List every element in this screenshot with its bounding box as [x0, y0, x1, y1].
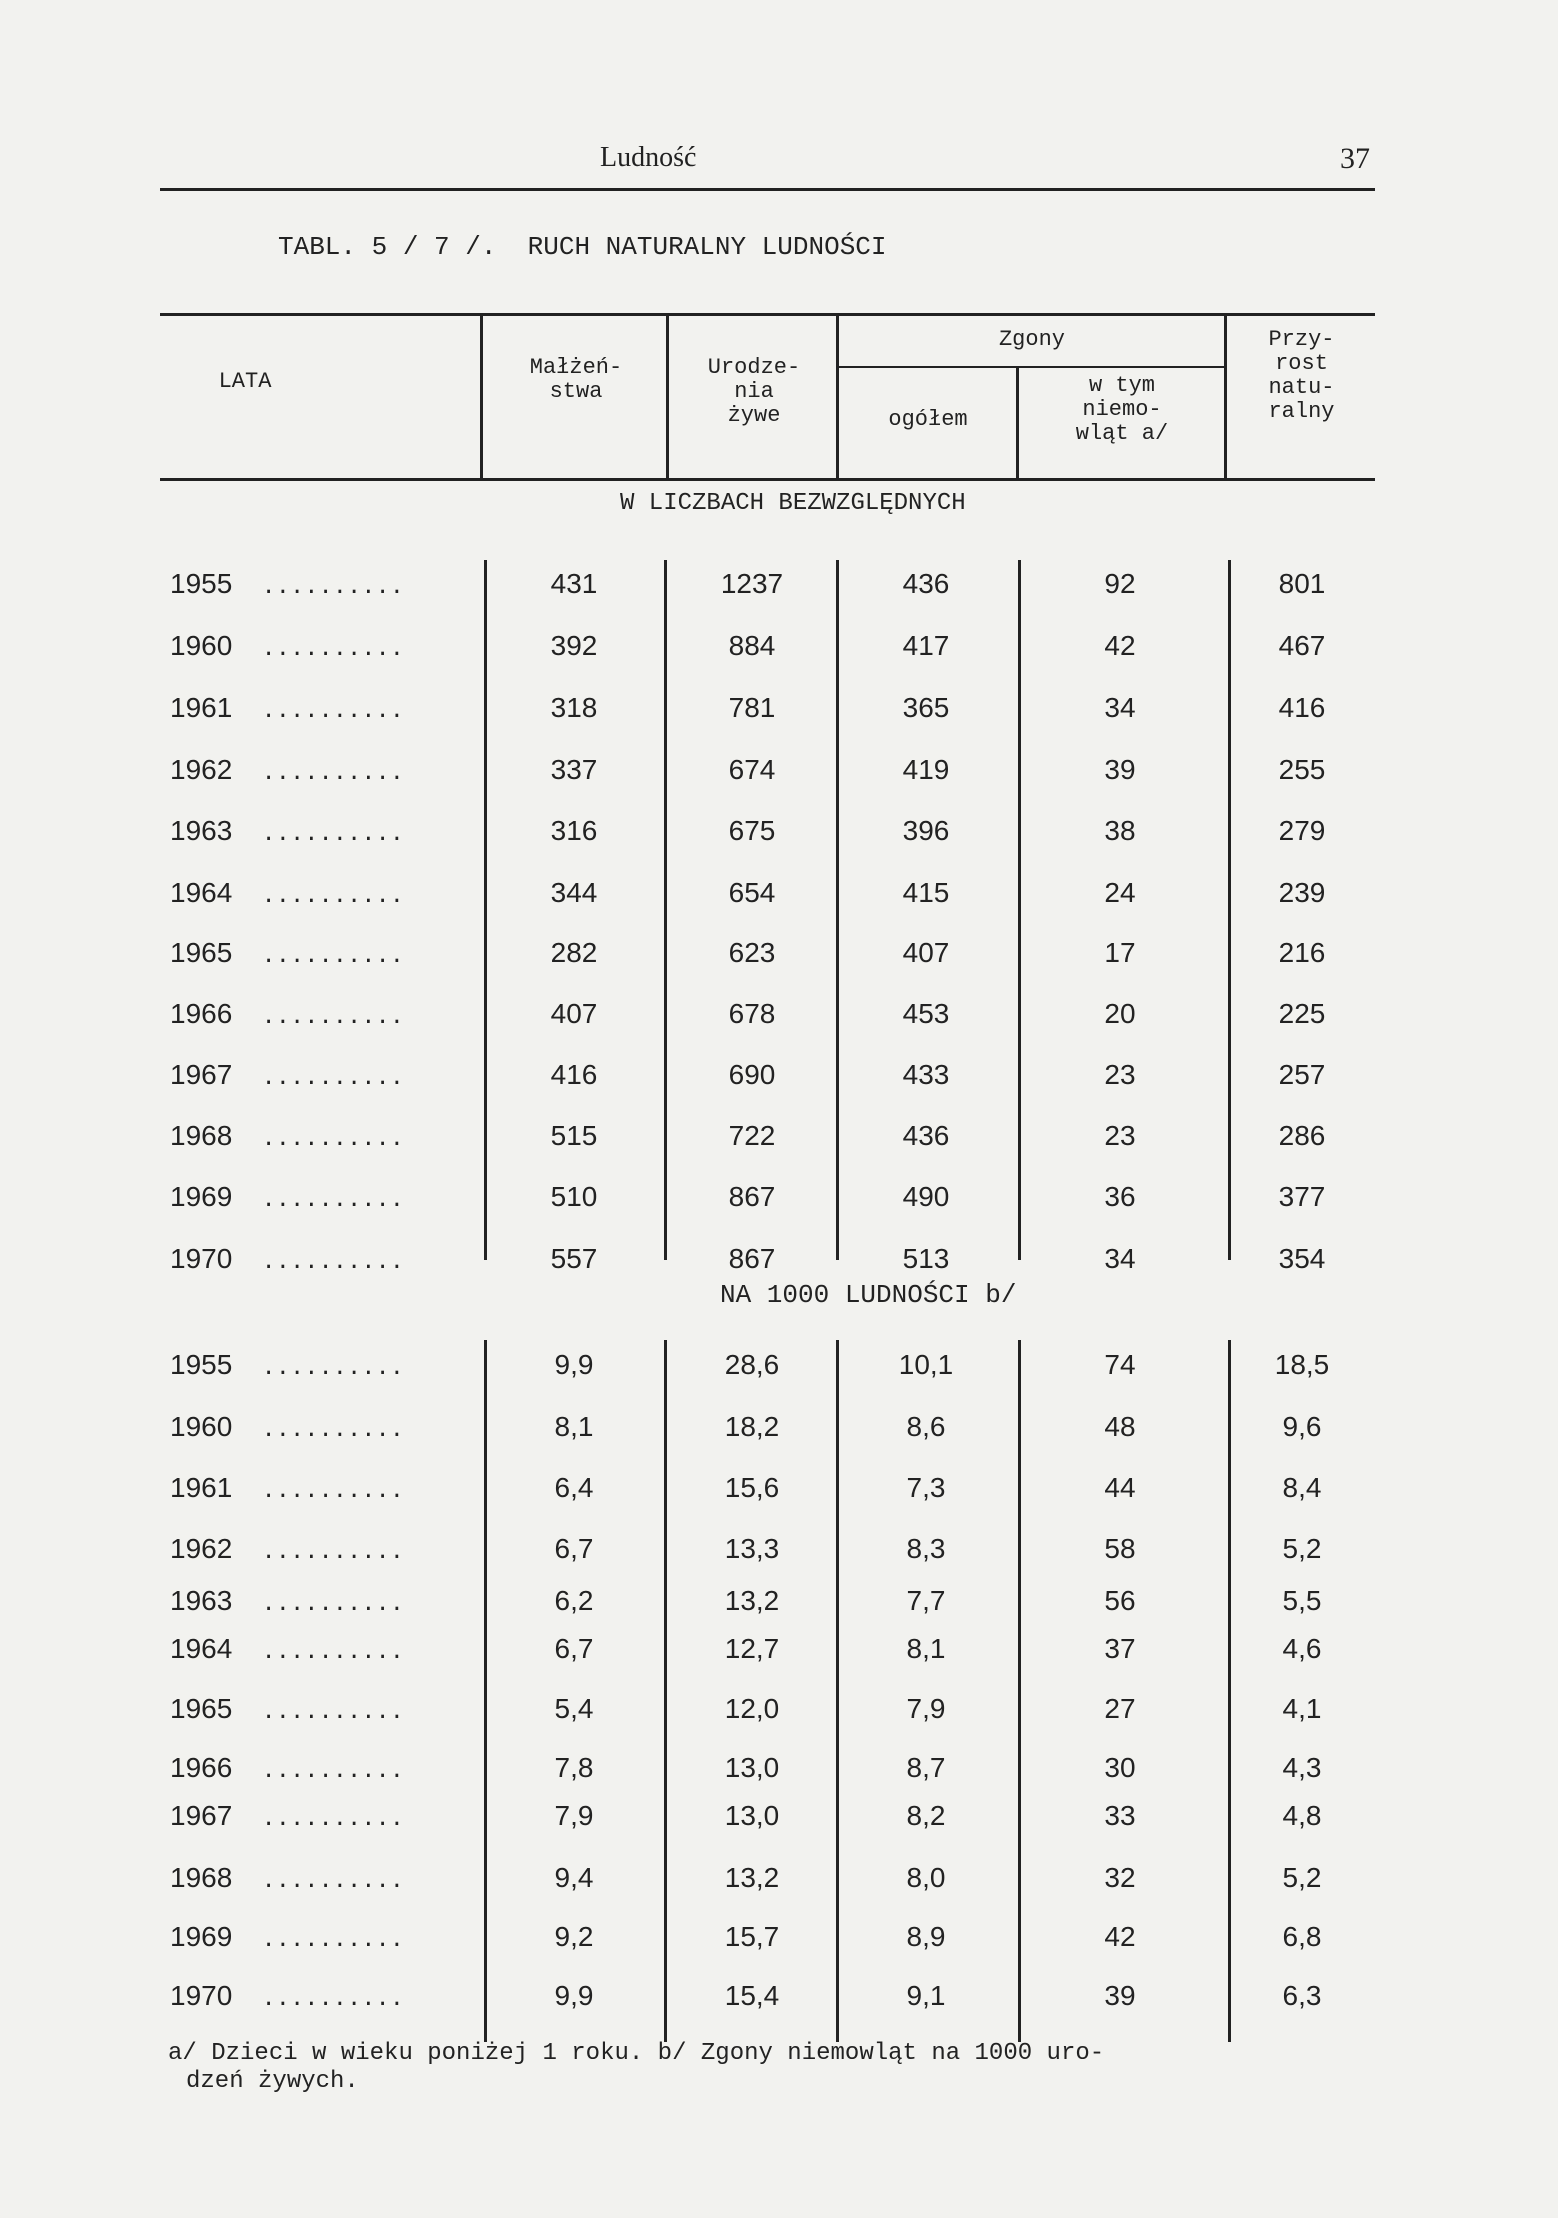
- cell-zgony-niemowlat: 42: [1104, 630, 1136, 661]
- cell-urodzenia: 15,4: [724, 1980, 780, 2011]
- cell-przyrost: 8,4: [1282, 1472, 1322, 1503]
- cell-przyrost: 18,5: [1274, 1349, 1330, 1380]
- cell-przyrost: 216: [1278, 937, 1326, 968]
- s1-divider-1: [484, 560, 487, 1260]
- row-leader-dots: ..........: [262, 1249, 405, 1274]
- row-year: 1960: [170, 1411, 233, 1442]
- row-leader-dots: ..........: [262, 1806, 405, 1831]
- cell-zgony-niemowlat: 39: [1104, 1980, 1136, 2011]
- cell-zgony-ogolem: 8,9: [906, 1921, 946, 1952]
- row-year: 1964: [170, 877, 233, 908]
- cell-zgony-ogolem: 436: [902, 568, 950, 599]
- cell-urodzenia: 15,7: [724, 1921, 780, 1952]
- header-przyrost-line1: Przy-: [1268, 327, 1335, 352]
- cell-urodzenia: 867: [728, 1181, 776, 1212]
- cell-malzenstwa: 9,4: [554, 1862, 594, 1893]
- cell-zgony-ogolem: 433: [902, 1059, 950, 1090]
- cell-przyrost: 5,5: [1282, 1585, 1322, 1616]
- cell-przyrost: 354: [1278, 1243, 1326, 1274]
- header-divider-3: [836, 316, 839, 478]
- row-year: 1966: [170, 998, 233, 1029]
- cell-zgony-ogolem: 490: [902, 1181, 950, 1212]
- cell-malzenstwa: 344: [550, 877, 598, 908]
- row-leader-dots: ..........: [262, 1126, 405, 1151]
- cell-zgony-niemowlat: 56: [1104, 1585, 1136, 1616]
- cell-zgony-ogolem: 396: [902, 815, 950, 846]
- cell-malzenstwa: 318: [550, 692, 598, 723]
- cell-zgony-ogolem: 8,6: [906, 1411, 946, 1442]
- row-leader-dots: ..........: [262, 1417, 405, 1442]
- row-year: 1965: [170, 937, 233, 968]
- cell-malzenstwa: 407: [550, 998, 598, 1029]
- cell-zgony-niemowlat: 32: [1104, 1862, 1136, 1893]
- cell-zgony-ogolem: 8,3: [906, 1533, 946, 1564]
- cell-malzenstwa: 9,9: [554, 1980, 594, 2011]
- s2-divider-3: [836, 1340, 839, 2042]
- cell-zgony-niemowlat: 38: [1104, 815, 1136, 846]
- cell-przyrost: 416: [1278, 692, 1326, 723]
- footnote-line1: a/ Dzieci w wieku poniżej 1 roku. b/ Zgony niemowląt na 1000 uro-: [168, 2040, 1105, 2067]
- cell-przyrost: 286: [1278, 1120, 1326, 1151]
- cell-zgony-niemowlat: 24: [1104, 877, 1136, 908]
- cell-urodzenia: 13,3: [724, 1533, 780, 1564]
- cell-malzenstwa: 6,4: [554, 1472, 594, 1503]
- cell-zgony-niemowlat: 36: [1104, 1181, 1136, 1212]
- row-leader-dots: ..........: [262, 574, 405, 599]
- cell-zgony-ogolem: 8,0: [906, 1862, 946, 1893]
- cell-przyrost: 279: [1278, 815, 1326, 846]
- header-malzenstwa-line2: stwa: [549, 379, 603, 404]
- header-malzenstwa-line1: Małżeń-: [529, 355, 623, 380]
- cell-malzenstwa: 6,2: [554, 1585, 594, 1616]
- header-urodzenia-line3: żywe: [727, 403, 781, 428]
- s2-divider-1: [484, 1340, 487, 2042]
- row-year: 1964: [170, 1633, 233, 1664]
- row-leader-dots: ..........: [262, 1004, 405, 1029]
- header-niemowlat: [1020, 374, 1224, 446]
- row-year: 1962: [170, 754, 233, 785]
- cell-zgony-ogolem: 8,1: [906, 1633, 946, 1664]
- cell-malzenstwa: 9,9: [554, 1349, 594, 1380]
- s1-divider-3: [836, 560, 839, 1260]
- row-year: 1967: [170, 1800, 233, 1831]
- cell-urodzenia: 884: [728, 630, 776, 661]
- cell-zgony-ogolem: 7,3: [906, 1472, 946, 1503]
- s1-divider-4: [1018, 560, 1021, 1260]
- cell-urodzenia: 12,7: [724, 1633, 780, 1664]
- cell-malzenstwa: 282: [550, 937, 598, 968]
- cell-przyrost: 801: [1278, 568, 1326, 599]
- row-year: 1967: [170, 1059, 233, 1090]
- cell-malzenstwa: 431: [550, 568, 598, 599]
- header-przyrost: [1228, 328, 1375, 424]
- cell-zgony-niemowlat: 23: [1104, 1059, 1136, 1090]
- cell-zgony-ogolem: 419: [902, 754, 950, 785]
- page-number: 37: [1340, 142, 1370, 175]
- header-niemowlat-line3: wląt a/: [1075, 421, 1169, 446]
- header-bottom-rule: [160, 478, 1375, 481]
- header-divider-1: [480, 316, 483, 478]
- cell-przyrost: 467: [1278, 630, 1326, 661]
- cell-zgony-niemowlat: 42: [1104, 1921, 1136, 1952]
- cell-urodzenia: 623: [728, 937, 776, 968]
- row-leader-dots: ..........: [262, 636, 405, 661]
- row-leader-dots: ..........: [262, 1539, 405, 1564]
- row-year: 1962: [170, 1533, 233, 1564]
- cell-zgony-niemowlat: 74: [1104, 1349, 1136, 1380]
- row-year: 1960: [170, 630, 233, 661]
- header-lata: [170, 370, 320, 394]
- row-leader-dots: ..........: [262, 1699, 405, 1724]
- cell-urodzenia: 15,6: [724, 1472, 780, 1503]
- header-divider-5: [1224, 316, 1227, 478]
- row-leader-dots: ..........: [262, 1758, 405, 1783]
- cell-zgony-ogolem: 513: [902, 1243, 950, 1274]
- header-malzenstwa: [486, 356, 666, 404]
- cell-urodzenia: 722: [728, 1120, 776, 1151]
- header-przyrost-line2: rost: [1275, 351, 1328, 376]
- s2-divider-2: [664, 1340, 667, 2042]
- row-leader-dots: ..........: [262, 1187, 405, 1212]
- cell-przyrost: 4,6: [1282, 1633, 1322, 1664]
- cell-zgony-ogolem: 417: [902, 630, 950, 661]
- cell-urodzenia: 1237: [720, 568, 784, 599]
- cell-zgony-niemowlat: 44: [1104, 1472, 1136, 1503]
- cell-malzenstwa: 6,7: [554, 1533, 594, 1564]
- cell-zgony-niemowlat: 17: [1104, 937, 1136, 968]
- row-leader-dots: ..........: [262, 1355, 405, 1380]
- running-header: Ludność: [600, 142, 697, 173]
- row-year: 1968: [170, 1120, 233, 1151]
- cell-zgony-niemowlat: 37: [1104, 1633, 1136, 1664]
- header-ogolem: [840, 408, 1016, 432]
- s2-divider-5: [1228, 1340, 1231, 2042]
- table-title: TABL. 5 / 7 /. RUCH NATURALNY LUDNOŚCI: [278, 232, 887, 262]
- header-ogolem-label: ogółem: [888, 407, 968, 432]
- cell-przyrost: 6,3: [1282, 1980, 1322, 2011]
- cell-zgony-niemowlat: 92: [1104, 568, 1136, 599]
- row-year: 1955: [170, 1349, 233, 1380]
- cell-malzenstwa: 557: [550, 1243, 598, 1274]
- cell-zgony-ogolem: 8,2: [906, 1800, 946, 1831]
- footnote-line2: dzeń żywych.: [186, 2068, 359, 2095]
- cell-zgony-ogolem: 436: [902, 1120, 950, 1151]
- cell-zgony-ogolem: 8,7: [906, 1752, 946, 1783]
- row-leader-dots: ..........: [262, 1591, 405, 1616]
- table-top-rule: [160, 313, 1375, 316]
- section-title-absolute: W LICZBACH BEZWZGLĘDNYCH: [620, 490, 966, 517]
- header-rule: [160, 188, 1375, 191]
- cell-malzenstwa: 316: [550, 815, 598, 846]
- header-niemowlat-line2: niemo-: [1082, 397, 1162, 422]
- cell-zgony-ogolem: 10,1: [898, 1349, 954, 1380]
- header-zgony-label: Zgony: [998, 327, 1065, 352]
- cell-malzenstwa: 8,1: [554, 1411, 594, 1442]
- cell-przyrost: 257: [1278, 1059, 1326, 1090]
- cell-urodzenia: 13,0: [724, 1800, 780, 1831]
- cell-urodzenia: 781: [728, 692, 776, 723]
- cell-przyrost: 377: [1278, 1181, 1326, 1212]
- cell-malzenstwa: 5,4: [554, 1693, 594, 1724]
- cell-urodzenia: 674: [728, 754, 776, 785]
- header-niemowlat-line1: w tym: [1088, 373, 1155, 398]
- row-year: 1965: [170, 1693, 233, 1724]
- cell-zgony-ogolem: 453: [902, 998, 950, 1029]
- row-year: 1955: [170, 568, 233, 599]
- row-year: 1970: [170, 1980, 233, 2011]
- section-title-per-1000: NA 1000 LUDNOŚCI b/: [720, 1280, 1017, 1310]
- row-leader-dots: ..........: [262, 883, 405, 908]
- cell-urodzenia: 654: [728, 877, 776, 908]
- cell-zgony-niemowlat: 27: [1104, 1693, 1136, 1724]
- cell-urodzenia: 13,2: [724, 1862, 780, 1893]
- row-leader-dots: ..........: [262, 1065, 405, 1090]
- row-year: 1961: [170, 692, 233, 723]
- cell-przyrost: 225: [1278, 998, 1326, 1029]
- header-przyrost-line3: natu-: [1268, 375, 1335, 400]
- cell-malzenstwa: 9,2: [554, 1921, 594, 1952]
- cell-urodzenia: 13,0: [724, 1752, 780, 1783]
- s1-divider-2: [664, 560, 667, 1260]
- header-urodzenia-line1: Urodze-: [707, 355, 801, 380]
- cell-przyrost: 6,8: [1282, 1921, 1322, 1952]
- cell-urodzenia: 690: [728, 1059, 776, 1090]
- row-year: 1970: [170, 1243, 233, 1274]
- cell-urodzenia: 678: [728, 998, 776, 1029]
- cell-przyrost: 239: [1278, 877, 1326, 908]
- cell-malzenstwa: 337: [550, 754, 598, 785]
- cell-malzenstwa: 7,9: [554, 1800, 594, 1831]
- row-year: 1963: [170, 815, 233, 846]
- cell-przyrost: 255: [1278, 754, 1326, 785]
- cell-malzenstwa: 7,8: [554, 1752, 594, 1783]
- cell-zgony-niemowlat: 33: [1104, 1800, 1136, 1831]
- row-leader-dots: ..........: [262, 698, 405, 723]
- cell-przyrost: 4,1: [1282, 1693, 1322, 1724]
- row-leader-dots: ..........: [262, 943, 405, 968]
- s1-divider-5: [1228, 560, 1231, 1260]
- row-leader-dots: ..........: [262, 1639, 405, 1664]
- cell-urodzenia: 867: [728, 1243, 776, 1274]
- header-lata-label: LATA: [218, 369, 272, 394]
- row-leader-dots: ..........: [262, 760, 405, 785]
- header-divider-4: [1016, 368, 1019, 478]
- cell-zgony-ogolem: 365: [902, 692, 950, 723]
- footnote: [168, 2040, 1104, 2096]
- cell-przyrost: 9,6: [1282, 1411, 1322, 1442]
- cell-malzenstwa: 416: [550, 1059, 598, 1090]
- cell-zgony-niemowlat: 58: [1104, 1533, 1136, 1564]
- header-urodzenia-line2: nia: [734, 379, 774, 404]
- cell-zgony-niemowlat: 39: [1104, 754, 1136, 785]
- cell-zgony-niemowlat: 23: [1104, 1120, 1136, 1151]
- cell-malzenstwa: 515: [550, 1120, 598, 1151]
- cell-malzenstwa: 392: [550, 630, 598, 661]
- row-leader-dots: ..........: [262, 1986, 405, 2011]
- row-leader-dots: ..........: [262, 1868, 405, 1893]
- zgony-underline: [836, 366, 1224, 368]
- row-year: 1963: [170, 1585, 233, 1616]
- cell-zgony-ogolem: 407: [902, 937, 950, 968]
- cell-urodzenia: 18,2: [724, 1411, 780, 1442]
- cell-urodzenia: 675: [728, 815, 776, 846]
- s2-divider-4: [1018, 1340, 1021, 2042]
- row-year: 1961: [170, 1472, 233, 1503]
- header-przyrost-line4: ralny: [1268, 399, 1335, 424]
- row-year: 1969: [170, 1181, 233, 1212]
- cell-zgony-niemowlat: 34: [1104, 1243, 1136, 1274]
- cell-malzenstwa: 6,7: [554, 1633, 594, 1664]
- cell-malzenstwa: 510: [550, 1181, 598, 1212]
- cell-przyrost: 4,3: [1282, 1752, 1322, 1783]
- cell-zgony-niemowlat: 34: [1104, 692, 1136, 723]
- cell-zgony-ogolem: 7,7: [906, 1585, 946, 1616]
- row-leader-dots: ..........: [262, 1927, 405, 1952]
- cell-urodzenia: 12,0: [724, 1693, 780, 1724]
- header-divider-2: [666, 316, 669, 478]
- header-urodzenia: [672, 356, 836, 428]
- cell-przyrost: 4,8: [1282, 1800, 1322, 1831]
- cell-urodzenia: 13,2: [724, 1585, 780, 1616]
- cell-zgony-niemowlat: 30: [1104, 1752, 1136, 1783]
- header-zgony: [840, 328, 1224, 352]
- row-leader-dots: ..........: [262, 821, 405, 846]
- row-leader-dots: ..........: [262, 1478, 405, 1503]
- cell-zgony-ogolem: 7,9: [906, 1693, 946, 1724]
- cell-przyrost: 5,2: [1282, 1533, 1322, 1564]
- row-year: 1969: [170, 1921, 233, 1952]
- cell-zgony-ogolem: 9,1: [906, 1980, 946, 2011]
- row-year: 1966: [170, 1752, 233, 1783]
- cell-zgony-niemowlat: 48: [1104, 1411, 1136, 1442]
- cell-zgony-ogolem: 415: [902, 877, 950, 908]
- row-year: 1968: [170, 1862, 233, 1893]
- cell-zgony-niemowlat: 20: [1104, 998, 1136, 1029]
- cell-przyrost: 5,2: [1282, 1862, 1322, 1893]
- cell-urodzenia: 28,6: [724, 1349, 780, 1380]
